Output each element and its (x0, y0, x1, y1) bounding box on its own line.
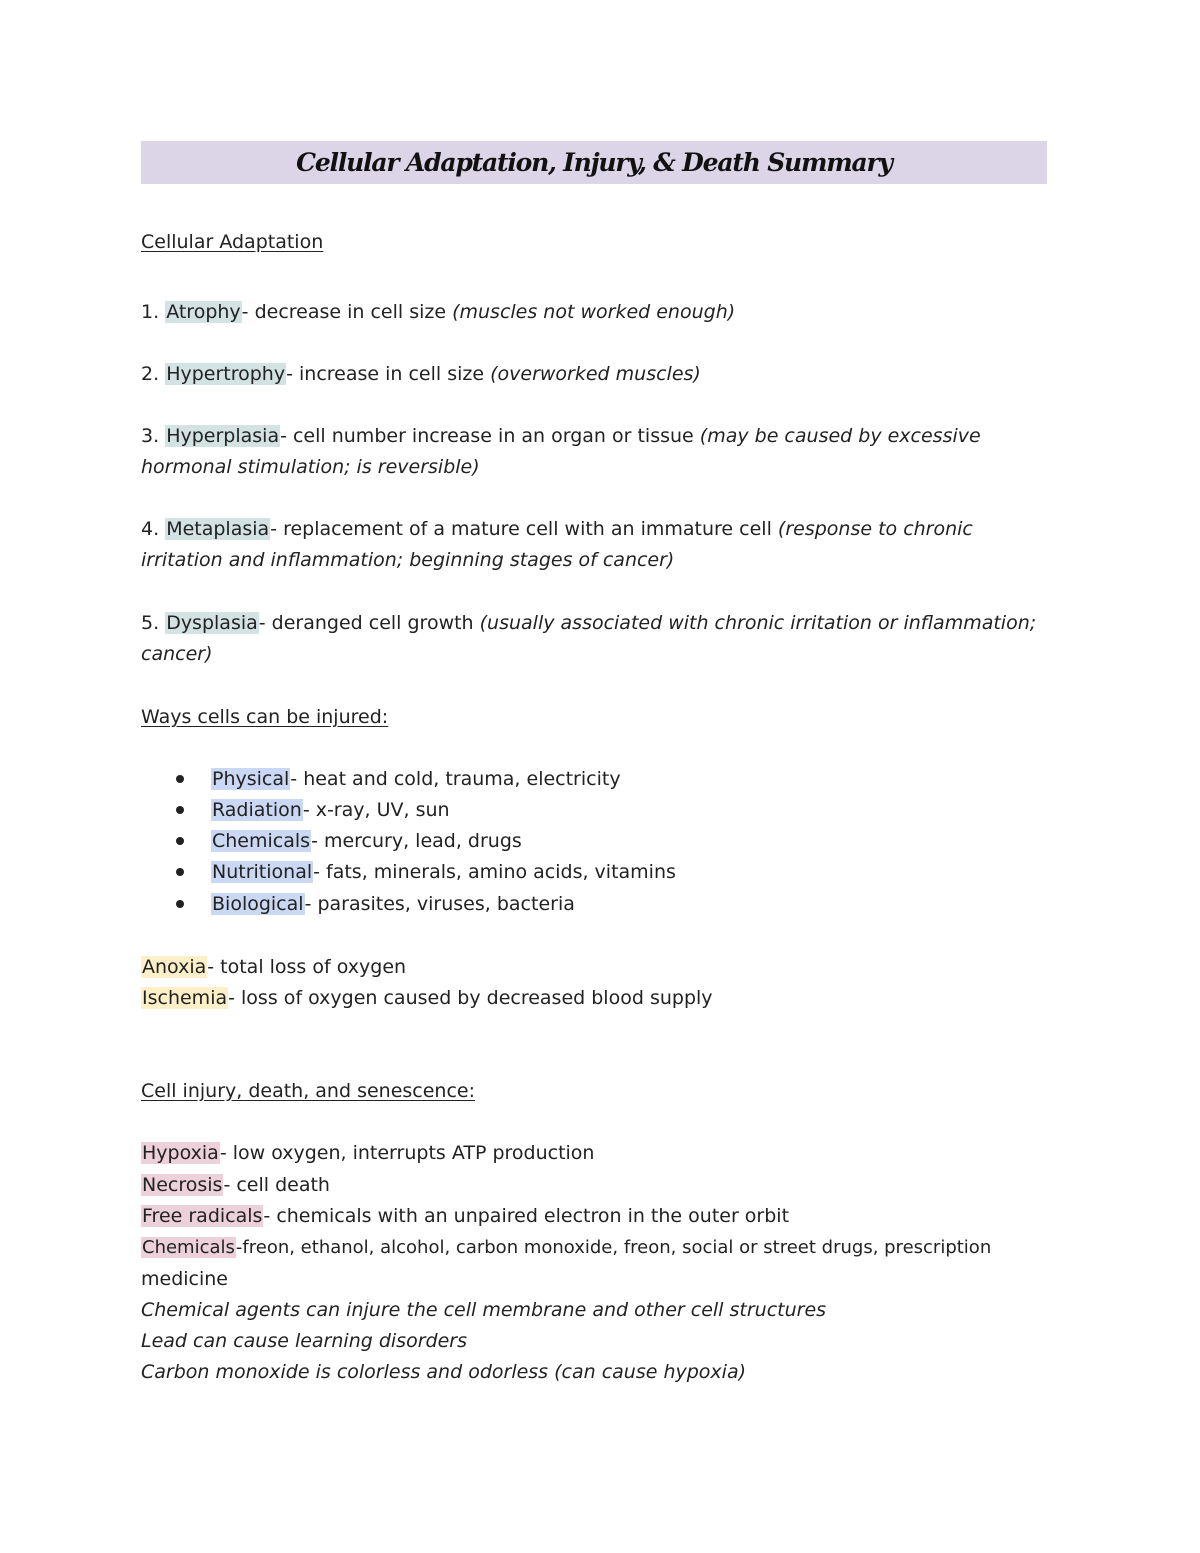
definition-line: Hypoxia- low oxygen, interrupts ATP production (142, 1142, 595, 1164)
definition-line: Chemicals-freon, ethanol, alcohol, carbon monoxide, freon, social or street drugs, prescription (142, 1237, 992, 1258)
title-banner (141, 141, 1047, 184)
note-line: Chemical agents can injure the cell membrane and other cell structures (141, 1299, 827, 1321)
definition-line: Anoxia- total loss of oxygen (142, 956, 407, 978)
bullet-icon (176, 837, 184, 845)
adaptation-item: 2. Hypertrophy- increase in cell size (overworked muscles) (141, 363, 701, 385)
adaptation-item-continued: cancer) (141, 643, 213, 665)
adaptation-item-continued: irritation and inflammation; beginning stages of cancer) (141, 549, 675, 571)
term-highlight: Physical (212, 768, 290, 790)
bullet-icon (176, 900, 184, 908)
term-highlight: Anoxia (142, 956, 207, 978)
term-highlight: Dysplasia (166, 612, 258, 634)
term-highlight: Metaplasia (166, 518, 270, 540)
list-item: Radiation- x-ray, UV, sun (212, 799, 450, 821)
bullet-icon (176, 775, 184, 783)
adaptation-item: 5. Dysplasia- deranged cell growth (usually associated with chronic irritation or inflammation; (141, 612, 1037, 634)
adaptation-item: 3. Hyperplasia- cell number increase in an organ or tissue (may be caused by excessive (141, 425, 981, 447)
list-item: Physical- heat and cold, trauma, electricity (212, 768, 621, 790)
definition-line-continued: medicine (141, 1268, 228, 1290)
term-highlight: Radiation (212, 799, 302, 821)
term-highlight: Hyperplasia (166, 425, 280, 447)
note-line: Carbon monoxide is colorless and odorless (can cause hypoxia) (141, 1361, 747, 1383)
definition-line: Ischemia- loss of oxygen caused by decreased blood supply (142, 987, 713, 1009)
term-highlight: Hypertrophy (166, 363, 286, 385)
term-highlight: Nutritional (212, 861, 313, 883)
list-item: Nutritional- fats, minerals, amino acids, vitamins (212, 861, 676, 883)
section-heading-death: Cell injury, death, and senescence: (141, 1080, 476, 1102)
adaptation-item: 1. Atrophy- decrease in cell size (muscles not worked enough) (141, 301, 736, 323)
definition-line: Free radicals- chemicals with an unpaired electron in the outer orbit (142, 1205, 790, 1227)
term-highlight: Ischemia (142, 987, 228, 1009)
section-heading-adaptation: Cellular Adaptation (141, 231, 324, 253)
bullet-icon (176, 868, 184, 876)
term-highlight: Necrosis (142, 1174, 223, 1196)
bullet-icon (176, 806, 184, 814)
note-line: Lead can cause learning disorders (141, 1330, 467, 1352)
list-item: Biological- parasites, viruses, bacteria (212, 893, 575, 915)
definition-line: Necrosis- cell death (142, 1174, 330, 1196)
term-highlight: Atrophy (166, 301, 241, 323)
adaptation-item-continued: hormonal stimulation; is reversible) (141, 456, 480, 478)
document-title: Cellular Adaptation, Injury, & Death Summary (296, 148, 892, 177)
term-highlight: Free radicals (142, 1205, 263, 1227)
list-item: Chemicals- mercury, lead, drugs (212, 830, 522, 852)
term-highlight: Chemicals (142, 1237, 235, 1258)
section-heading-injury: Ways cells can be injured: (141, 706, 389, 728)
adaptation-item: 4. Metaplasia- replacement of a mature cell with an immature cell (response to chronic (141, 518, 973, 540)
term-highlight: Chemicals (212, 830, 311, 852)
term-highlight: Biological (212, 893, 304, 915)
term-highlight: Hypoxia (142, 1142, 219, 1164)
